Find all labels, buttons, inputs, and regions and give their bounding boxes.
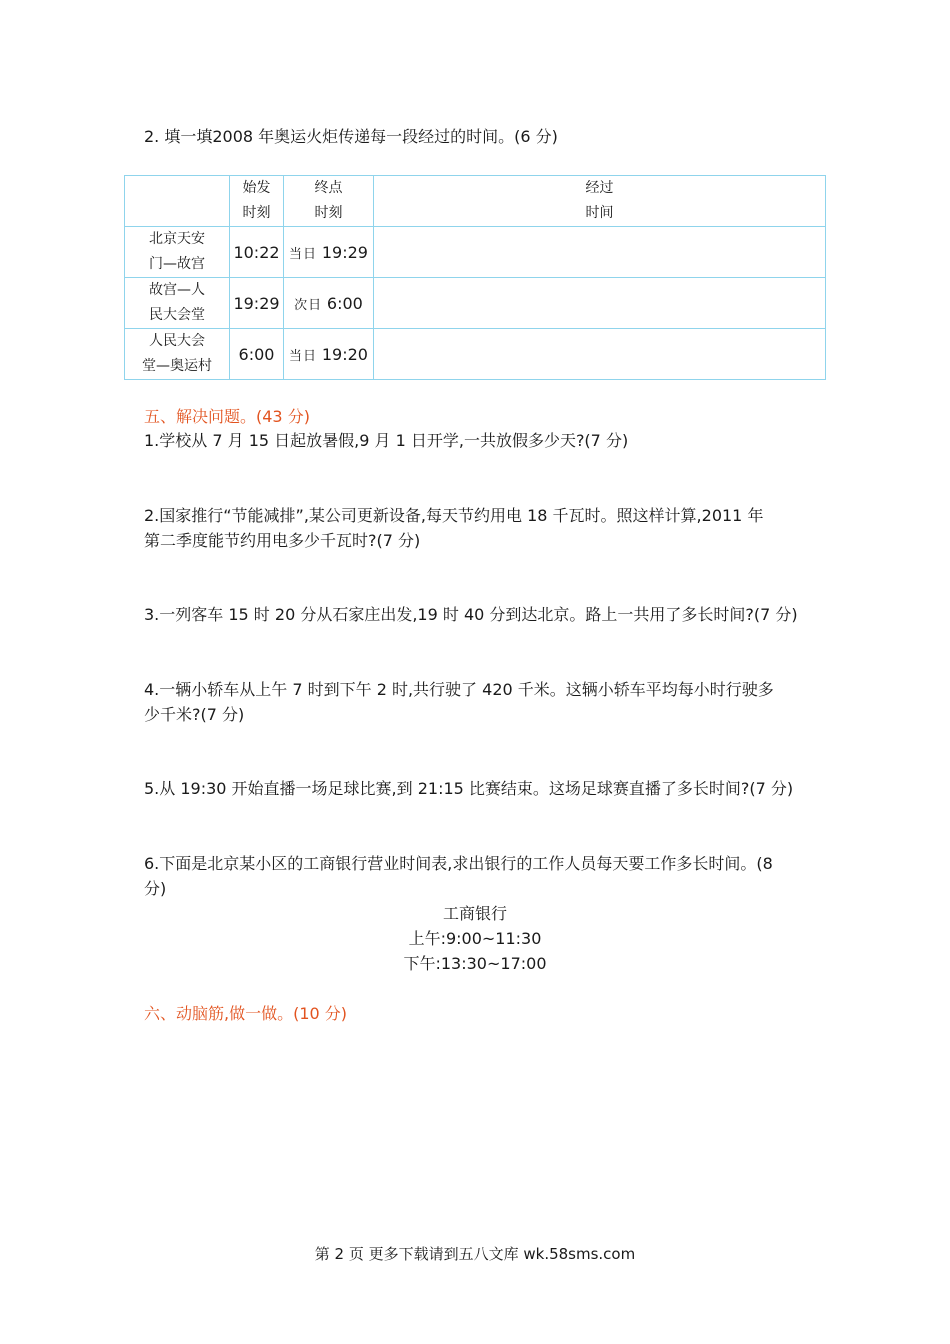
question-5: 5.从 19:30 开始直播一场足球比赛,到 21:15 比赛结束。这场足球赛直播了多长时间?(7 分) [144, 779, 794, 798]
question-2-line-1: 2.国家推行“节能减排”,某公司更新设备,每天节约用电 18 千瓦时。照这样计算,2011 年 [144, 506, 764, 525]
start-time-cell: 19:29 [230, 278, 284, 329]
header-end-time: 终点 时刻 [284, 176, 374, 227]
end-time-cell: 当日 19:20 [284, 329, 374, 380]
route-cell: 人民大会 堂—奥运村 [125, 329, 230, 380]
end-time-cell: 当日 19:29 [284, 227, 374, 278]
question-4-line-1: 4.一辆小轿车从上午 7 时到下午 2 时,共行驶了 420 千米。这辆小轿车平均每小时行驶多 [144, 680, 774, 699]
question-2-line-2: 第二季度能节约用电多少千瓦时?(7 分) [144, 531, 421, 550]
elapsed-time-answer-cell[interactable] [374, 227, 826, 278]
problem-2-title: 2. 填一填2008 年奥运火炬传递每一段经过的时间。(6 分) [144, 127, 558, 146]
header-cell-empty [125, 176, 230, 227]
question-4-line-2: 少千米?(7 分) [144, 705, 245, 724]
bank-hours-afternoon: 下午:13:30~17:00 [403, 954, 547, 973]
section-5-heading: 五、解决问题。(43 分) [144, 407, 310, 426]
elapsed-time-answer-cell[interactable] [374, 329, 826, 380]
route-cell: 故宫—人 民大会堂 [125, 278, 230, 329]
section-6-heading: 六、动脑筋,做一做。(10 分) [144, 1004, 348, 1023]
table-row [125, 329, 826, 380]
table-header-row [125, 176, 826, 227]
start-time-cell: 10:22 [230, 227, 284, 278]
question-1: 1.学校从 7 月 15 日起放暑假,9 月 1 日开学,一共放假多少天?(7 分) [144, 431, 629, 450]
end-time-cell: 次日 6:00 [284, 278, 374, 329]
route-cell: 北京天安 门—故宫 [125, 227, 230, 278]
question-6-line-1: 6.下面是北京某小区的工商银行营业时间表,求出银行的工作人员每天要工作多长时间。(8 [144, 854, 773, 873]
header-elapsed-time: 经过 时间 [374, 176, 826, 227]
bank-hours-morning: 上午:9:00~11:30 [408, 929, 542, 948]
header-start-time: 始发 时刻 [230, 176, 284, 227]
table-row [125, 278, 826, 329]
page-footer: 第 2 页 更多下载请到五八文库 wk.58sms.com [314, 1245, 636, 1263]
elapsed-time-answer-cell[interactable] [374, 278, 826, 329]
torch-relay-table [124, 175, 826, 380]
question-3: 3.一列客车 15 时 20 分从石家庄出发,19 时 40 分到达北京。路上一共用了多长时间?(7 分) [144, 605, 798, 624]
bank-name: 工商银行 [442, 904, 507, 923]
table-row [125, 227, 826, 278]
question-6-line-2: 分) [144, 879, 167, 898]
start-time-cell: 6:00 [230, 329, 284, 380]
